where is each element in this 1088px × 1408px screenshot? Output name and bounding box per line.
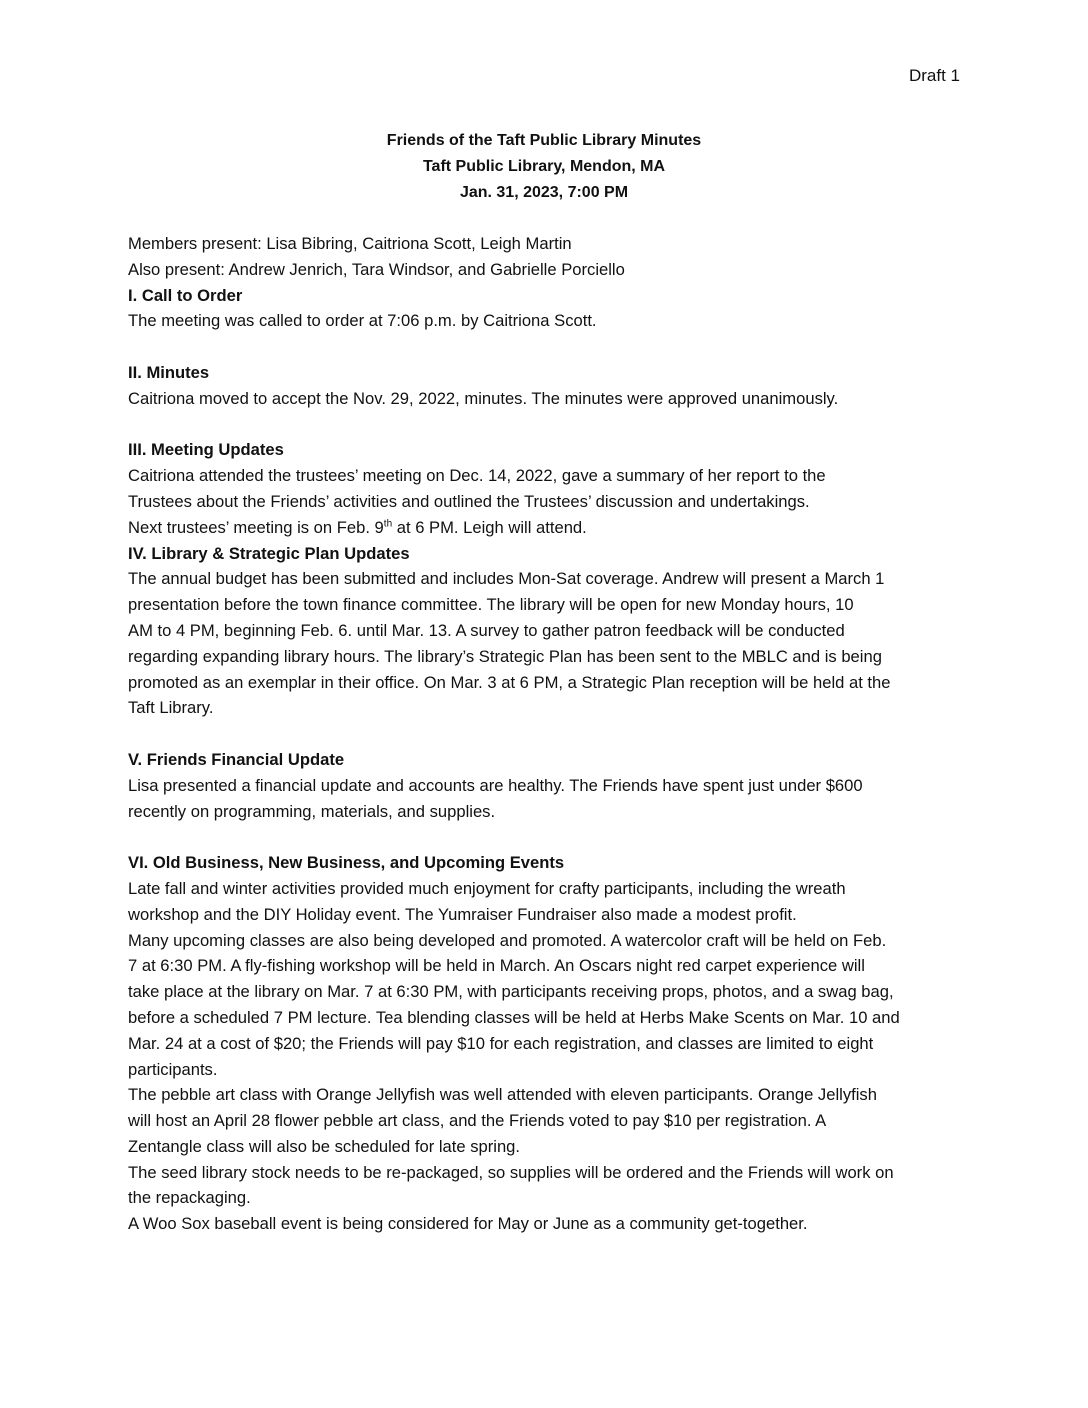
draft-label: Draft 1 [908,66,960,85]
paragraph-line: promoted as an exemplar in their office. On Mar. 3 at 6 PM, a Strategic Plan reception will be held at the [128,672,891,692]
next-meeting-text: Next trustees’ meeting is on Feb. 9 [128,517,384,537]
paragraph-line: recently on programming, materials, and supplies. [128,801,496,821]
paragraph-line: Lisa presented a financial update and accounts are healthy. The Friends have spent just under $600 [128,775,863,795]
section-heading-meeting-updates: III. Meeting Updates [128,440,284,460]
spacer [128,721,968,747]
paragraph-line: The annual budget has been submitted and includes Mon-Sat coverage. Andrew will present a March 1 [128,569,885,589]
paragraph-line: will host an April 28 flower pebble art class, and the Friends voted to pay $10 per registration. A [128,1111,827,1131]
minutes-body [128,231,968,1237]
next-meeting-line [128,515,968,541]
paragraph-line: Mar. 24 at a cost of $20; the Friends will pay $10 for each registration, and classes are limited to eight [128,1033,874,1053]
next-meeting-text-end: at 6 PM. Leigh will attend. [392,517,587,537]
section-heading-call-to-order: I. Call to Order [128,285,243,305]
paragraph-line: the repackaging. [128,1188,251,1208]
section-heading-library-strategic-plan: IV. Library & Strategic Plan Updates [128,543,410,563]
paragraph-line: Many upcoming classes are also being developed and promoted. A watercolor craft will be held on Feb. [128,930,887,950]
paragraph-line: A Woo Sox baseball event is being considered for May or June as a community get-together. [128,1214,808,1234]
section-heading-business-events: VI. Old Business, New Business, and Upcoming Events [128,853,565,873]
document-header [0,128,1088,206]
paragraph-line: The seed library stock needs to be re-packaged, so supplies will be ordered and the Friends will work on [128,1162,894,1182]
paragraph-line: before a scheduled 7 PM lecture. Tea blending classes will be held at Herbs Make Scents on Mar. 10 and [128,1007,900,1027]
paragraph-line: presentation before the town finance committee. The library will be open for new Monday hours, 10 [128,595,854,615]
paragraph-line: participants. [128,1059,218,1079]
paragraph-line: regarding expanding library hours. The library’s Strategic Plan has been sent to the MBLC and is being [128,646,882,666]
section-heading-financial-update: V. Friends Financial Update [128,749,345,769]
members-present: Members present: Lisa Bibring, Caitriona Scott, Leigh Martin [128,234,572,253]
paragraph-line: 7 at 6:30 PM. A fly-fishing workshop will be held in March. An Oscars night red carpet experience will [128,956,865,976]
paragraph-line: take place at the library on Mar. 7 at 6:30 PM, with participants receiving props, photos, and a swag bag, [128,982,894,1002]
paragraph-line: The meeting was called to order at 7:06 p.m. by Caitriona Scott. [128,311,597,331]
meeting-date: Jan. 31, 2023, 7:00 PM [459,184,629,201]
paragraph-line: Taft Library. [128,698,214,718]
spacer [128,412,968,438]
spacer [128,334,968,360]
paragraph-line: Zentangle class will also be scheduled for late spring. [128,1136,521,1156]
document-title: Friends of the Taft Public Library Minutes [386,132,702,149]
meeting-location: Taft Public Library, Mendon, MA [422,158,666,175]
section-heading-minutes: II. Minutes [128,362,210,382]
paragraph-line: The pebble art class with Orange Jellyfish was well attended with eleven participants. Orange Jellyfish [128,1085,877,1105]
paragraph-line: Caitriona attended the trustees’ meeting on Dec. 14, 2022, gave a summary of her report to the [128,466,826,486]
also-present: Also present: Andrew Jenrich, Tara Windsor, and Gabrielle Porciello [128,259,625,279]
ordinal-suffix: th [383,518,393,530]
paragraph-line: Trustees about the Friends’ activities and outlined the Trustees’ discussion and undertakings. [128,491,810,511]
paragraph-line: workshop and the DIY Holiday event. The Yumraiser Fundraiser also made a modest profit. [128,904,797,924]
paragraph-line: Late fall and winter activities provided much enjoyment for crafty participants, including the wreath [128,878,846,898]
paragraph-line: AM to 4 PM, beginning Feb. 6. until Mar. 13. A survey to gather patron feedback will be conducted [128,620,845,640]
spacer [128,824,968,850]
paragraph-line: Caitriona moved to accept the Nov. 29, 2022, minutes. The minutes were approved unanimously. [128,388,839,408]
